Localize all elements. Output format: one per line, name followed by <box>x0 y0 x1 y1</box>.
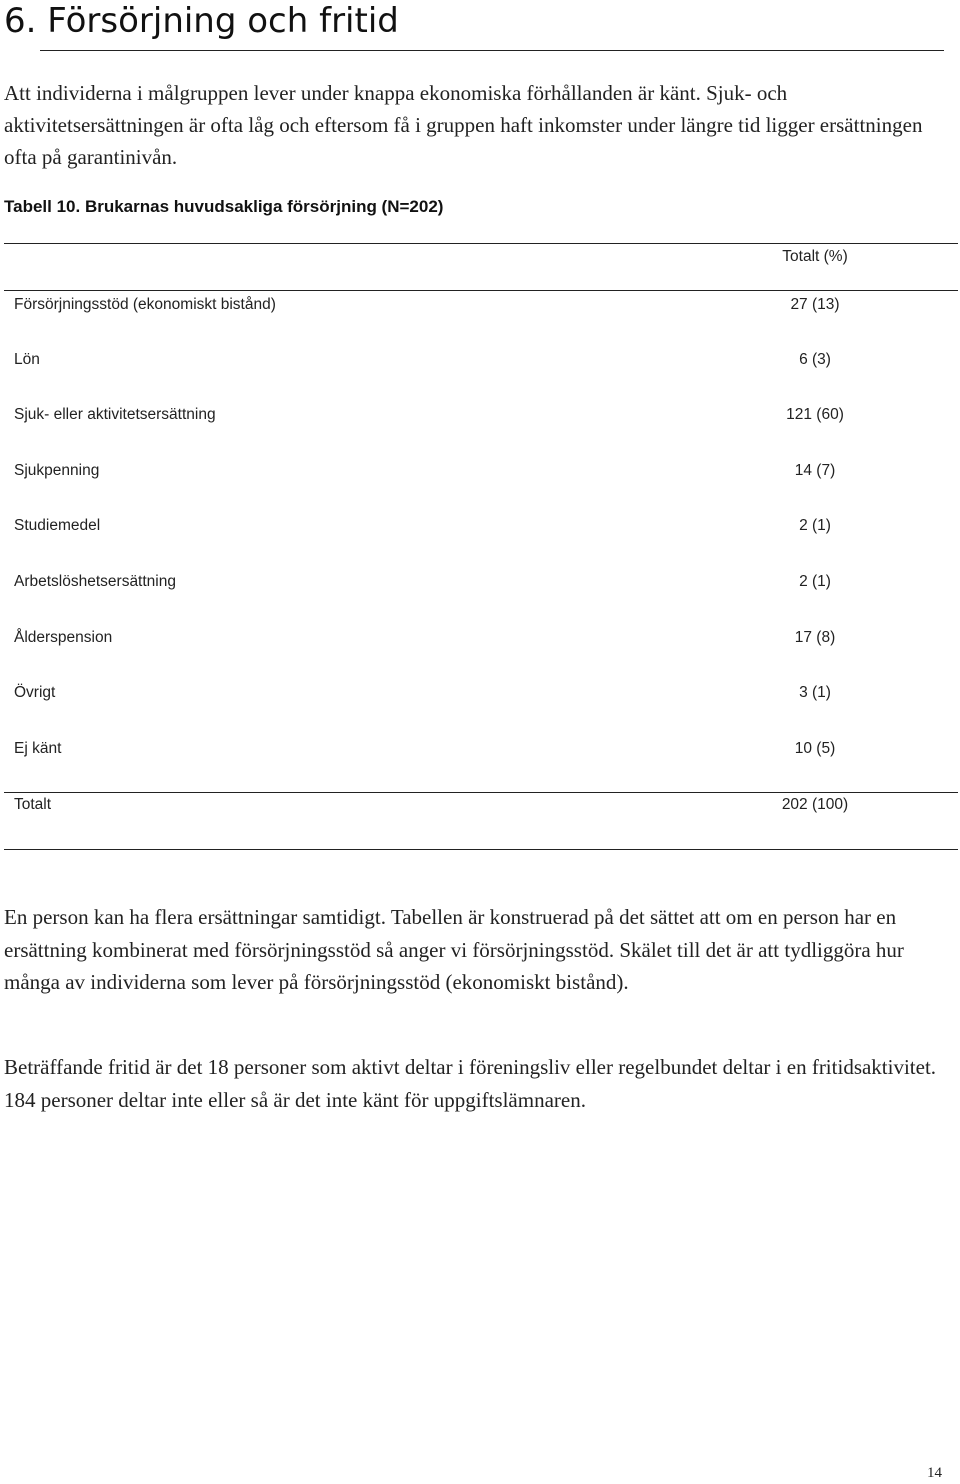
row-label: Ålderspension <box>14 629 113 646</box>
row-value: 10 (5) <box>794 740 836 757</box>
total-value: 202 (100) <box>781 796 849 813</box>
row-label: Försörjningsstöd (ekonomiskt bistånd) <box>14 296 276 313</box>
total-rule <box>4 792 958 793</box>
row-label: Lön <box>14 351 40 368</box>
row-value: 14 (7) <box>794 462 836 479</box>
row-value: 2 (1) <box>799 573 831 590</box>
row-value: 121 (60) <box>786 406 844 423</box>
header-rule <box>4 290 958 291</box>
table-bottom-rule <box>4 849 958 850</box>
row-label: Arbetslöshetsersättning <box>14 573 176 590</box>
row-label: Studiemedel <box>14 517 101 534</box>
row-label: Sjuk- eller aktivitetsersättning <box>14 406 216 423</box>
leisure-paragraph: Beträffande fritid är det 18 personer som aktivt deltar i föreningsliv eller regelbundet deltar i en fritidsaktivitet. 184 personer deltar inte eller så är det inte känt för uppgiftslämnaren. <box>4 1055 937 1112</box>
row-value: 6 (3) <box>799 351 831 368</box>
heading-underline <box>40 50 944 51</box>
table-top-rule <box>4 243 958 244</box>
total-label: Totalt <box>14 796 52 813</box>
intro-paragraph: Att individerna i målgruppen lever under knappa ekonomiska förhållanden är känt. Sjuk- och aktivitetsersättningen är ofta låg och eftersom få i gruppen haft inkomster under längre tid ligger ersättningen ofta på garantinivån. <box>4 81 923 169</box>
row-value: 2 (1) <box>799 517 831 534</box>
row-label: Övrigt <box>14 684 56 701</box>
row-value: 3 (1) <box>799 684 831 701</box>
row-value: 27 (13) <box>790 296 840 313</box>
row-label: Ej känt <box>14 740 62 757</box>
page-number: 14 <box>927 1465 942 1481</box>
row-value: 17 (8) <box>794 629 836 646</box>
column-header-total: Totalt (%) <box>782 248 848 265</box>
section-heading: 6. Försörjning och fritid <box>4 1 399 41</box>
table-note-paragraph: En person kan ha flera ersättningar samtidigt. Tabellen är konstruerad på det sättet att om en person har en ersättning kombinerat med försörjningsstöd så anger vi försörjningsstöd. Skälet till det är att tydliggöra hur många av individerna som lever på försörjningsstöd (ekonomiskt bistånd). <box>4 905 904 994</box>
row-label: Sjukpenning <box>14 462 100 479</box>
table-title: Tabell 10. Brukarnas huvudsakliga försörjning (N=202) <box>4 197 444 216</box>
